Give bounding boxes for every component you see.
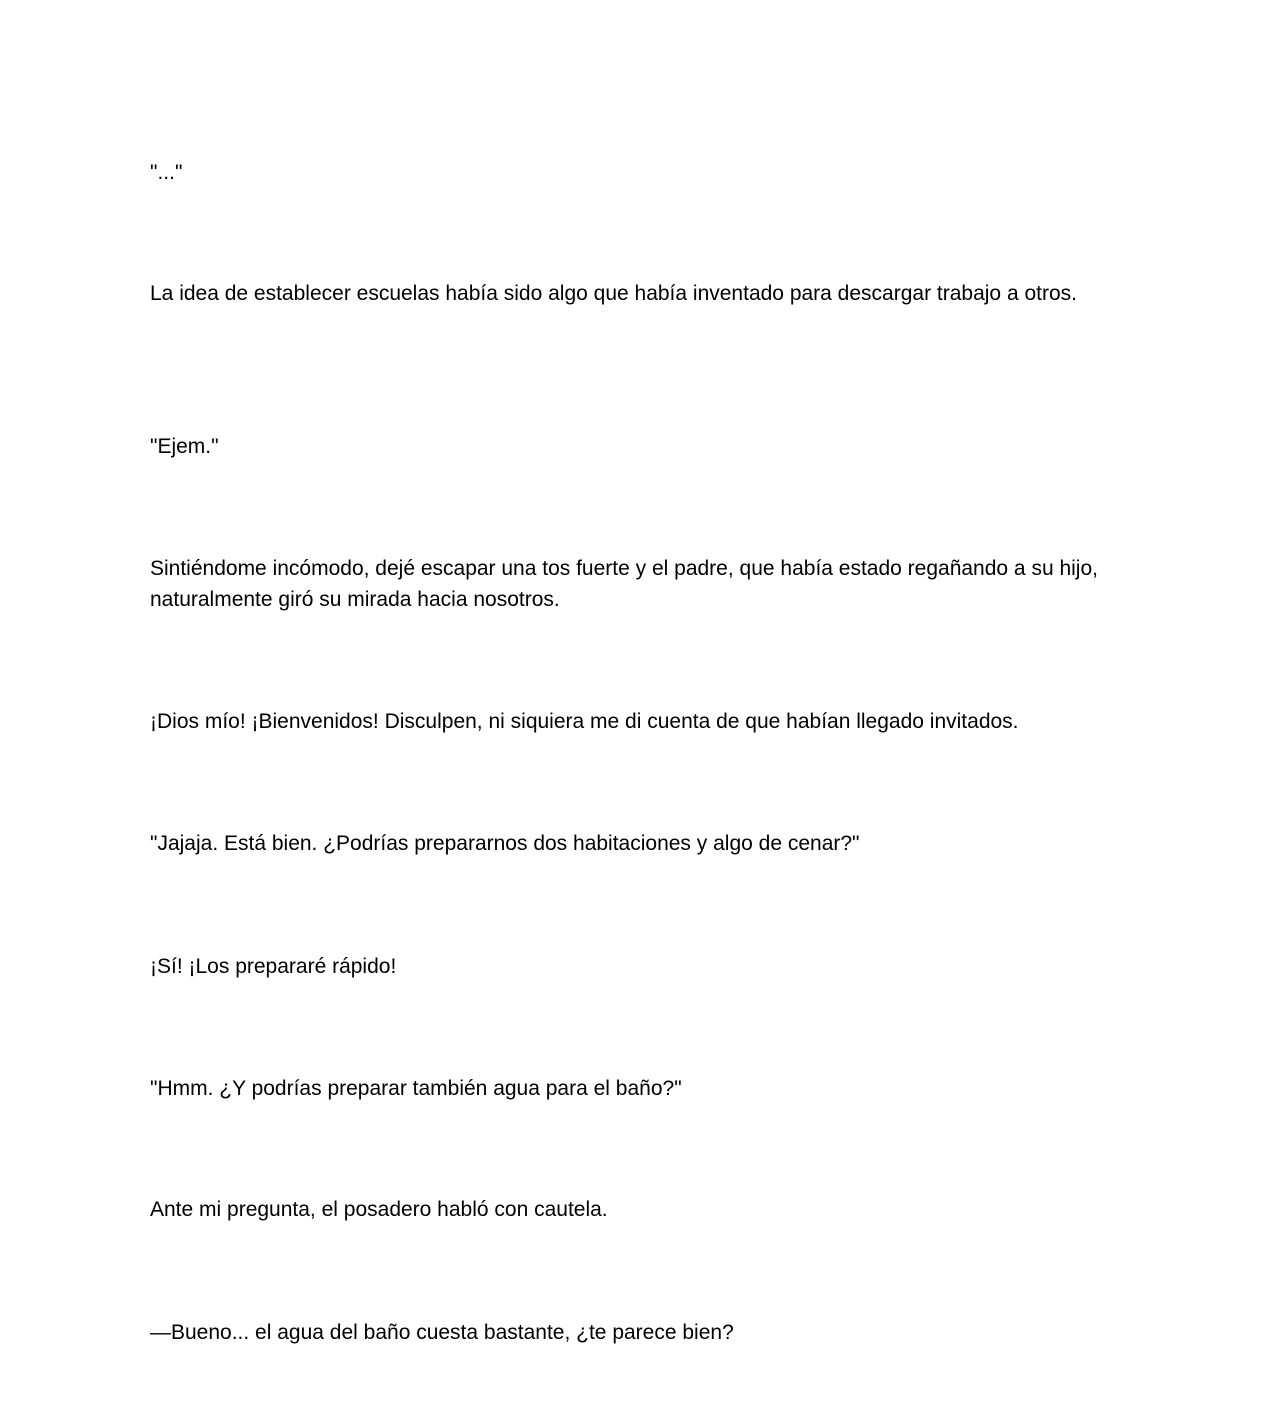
paragraph-bath-cost: —Bueno... el agua del baño cuesta bastante, ¿te parece bien? bbox=[150, 1321, 734, 1344]
paragraph-prepare-fast: ¡Sí! ¡Los prepararé rápido! bbox=[150, 955, 397, 978]
paragraph-innkeeper-caution: Ante mi pregunta, el posadero habló con cautela. bbox=[150, 1198, 608, 1221]
paragraph-schools-idea: La idea de establecer escuelas había sido algo que había inventado para descargar trabajo a otros. bbox=[150, 282, 1077, 305]
paragraph-bath-water: "Hmm. ¿Y podrías preparar también agua para el baño?" bbox=[150, 1077, 682, 1100]
paragraph-ejem: "Ejem." bbox=[150, 435, 219, 458]
paragraph-welcome: ¡Dios mío! ¡Bienvenidos! Disculpen, ni siquiera me di cuenta de que habían llegado invitados. bbox=[150, 710, 1019, 733]
paragraph-cough: Sintiéndome incómodo, dejé escapar una tos fuerte y el padre, que había estado regañando a su hijo, naturalmente giró su mirada hacia nosotros. bbox=[150, 557, 1098, 611]
paragraph-ellipsis-quote: "..." bbox=[150, 161, 183, 184]
paragraph-rooms-request: "Jajaja. Está bien. ¿Podrías prepararnos dos habitaciones y algo de cenar?" bbox=[150, 832, 860, 855]
